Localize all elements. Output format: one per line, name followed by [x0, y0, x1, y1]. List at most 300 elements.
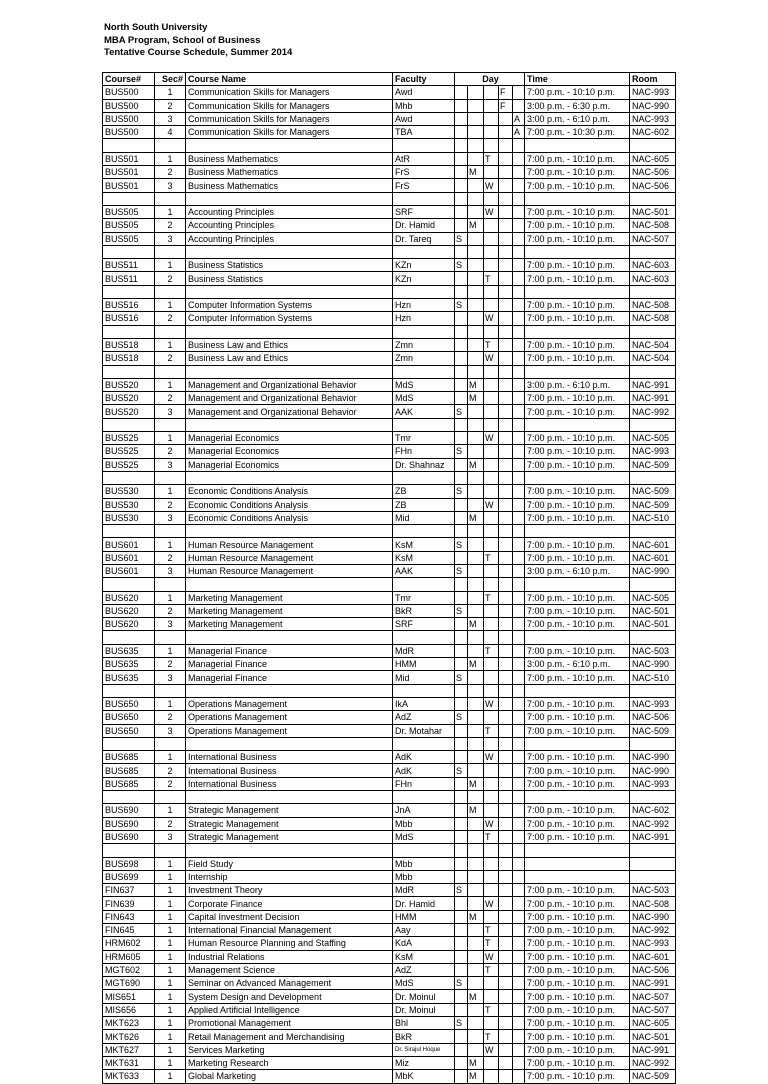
course-name-cell: Global Marketing [186, 1070, 393, 1083]
day-m-cell [468, 604, 484, 617]
course-name-cell: Internship [186, 870, 393, 883]
section-cell: 1 [155, 644, 186, 657]
table-row [103, 445, 676, 458]
faculty-cell: Mid [393, 511, 455, 524]
day-f-cell [499, 963, 513, 976]
spacer-row [103, 631, 676, 644]
faculty-cell: Dr. Hamid [393, 897, 455, 910]
day-m-cell [468, 977, 484, 990]
day-a-cell [513, 166, 525, 179]
course-number-cell: FIN637 [103, 884, 155, 897]
day-tw-cell [484, 658, 499, 671]
day-tw-cell [484, 764, 499, 777]
day-m-cell [468, 724, 484, 737]
faculty-cell: Mbb [393, 857, 455, 870]
section-cell: 1 [155, 884, 186, 897]
empty-cell [103, 365, 155, 378]
day-f-cell [499, 166, 513, 179]
room-cell: NAC-991 [630, 1043, 676, 1056]
room-cell [630, 857, 676, 870]
day-tw-cell: T [484, 1003, 499, 1016]
empty-cell [525, 684, 630, 697]
time-cell: 7:00 p.m. - 10:30 p.m. [525, 126, 630, 139]
course-name-cell: Economic Conditions Analysis [186, 485, 393, 498]
day-f-cell [499, 804, 513, 817]
spacer-row [103, 192, 676, 205]
empty-cell [103, 325, 155, 338]
empty-cell [455, 325, 468, 338]
day-tw-cell: W [484, 312, 499, 325]
faculty-cell: AAK [393, 405, 455, 418]
empty-cell [630, 325, 676, 338]
day-tw-cell [484, 458, 499, 471]
time-cell: 7:00 p.m. - 10:10 p.m. [525, 1030, 630, 1043]
empty-cell [499, 418, 513, 431]
time-cell: 7:00 p.m. - 10:10 p.m. [525, 671, 630, 684]
room-cell: NAC-605 [630, 1017, 676, 1030]
day-m-cell [468, 112, 484, 125]
empty-cell [155, 471, 186, 484]
time-cell: 3:00 p.m. - 6:10 p.m. [525, 564, 630, 577]
spacer-row [103, 418, 676, 431]
day-a-cell [513, 445, 525, 458]
spacer-row [103, 471, 676, 484]
day-m-cell: M [468, 219, 484, 232]
room-cell: NAC-501 [630, 1030, 676, 1043]
course-number-cell: BUS516 [103, 299, 155, 312]
course-number-cell: BUS620 [103, 618, 155, 631]
time-cell: 7:00 p.m. - 10:10 p.m. [525, 1070, 630, 1083]
day-tw-cell [484, 485, 499, 498]
day-f-cell [499, 1030, 513, 1043]
spacer-row [103, 525, 676, 538]
section-cell: 1 [155, 870, 186, 883]
day-tw-cell [484, 1070, 499, 1083]
empty-cell [393, 245, 455, 258]
day-m-cell: M [468, 511, 484, 524]
day-tw-cell: T [484, 272, 499, 285]
faculty-cell: KsM [393, 538, 455, 551]
empty-cell [393, 844, 455, 857]
empty-cell [393, 139, 455, 152]
section-cell: 2 [155, 166, 186, 179]
day-f-cell [499, 538, 513, 551]
faculty-cell: Bhl [393, 1017, 455, 1030]
table-row [103, 963, 676, 976]
table-row [103, 378, 676, 391]
section-cell: 1 [155, 432, 186, 445]
section-cell: 1 [155, 1043, 186, 1056]
table-row [103, 152, 676, 165]
day-f-cell [499, 299, 513, 312]
day-f-cell [499, 671, 513, 684]
day-tw-cell [484, 378, 499, 391]
faculty-cell: KsM [393, 551, 455, 564]
day-s-cell: S [455, 405, 468, 418]
day-tw-cell [484, 857, 499, 870]
time-cell: 7:00 p.m. - 10:10 p.m. [525, 591, 630, 604]
day-s-cell: S [455, 445, 468, 458]
faculty-cell: Mbb [393, 870, 455, 883]
day-s-cell: S [455, 977, 468, 990]
section-cell: 1 [155, 1003, 186, 1016]
time-cell: 7:00 p.m. - 10:10 p.m. [525, 551, 630, 564]
day-tw-cell: W [484, 179, 499, 192]
section-cell: 2 [155, 604, 186, 617]
empty-cell [186, 245, 393, 258]
day-f-cell [499, 830, 513, 843]
course-number-cell: FIN645 [103, 924, 155, 937]
day-f-cell [499, 564, 513, 577]
day-f-cell [499, 179, 513, 192]
empty-cell [499, 139, 513, 152]
faculty-cell: ZB [393, 485, 455, 498]
empty-cell [513, 471, 525, 484]
faculty-cell: MdS [393, 392, 455, 405]
day-f-cell [499, 950, 513, 963]
course-number-cell: BUS511 [103, 259, 155, 272]
empty-cell [468, 631, 484, 644]
day-a-cell [513, 405, 525, 418]
table-row [103, 604, 676, 617]
empty-cell [484, 139, 499, 152]
course-name-cell: Field Study [186, 857, 393, 870]
time-cell: 7:00 p.m. - 10:10 p.m. [525, 1003, 630, 1016]
table-row [103, 99, 676, 112]
day-tw-cell [484, 259, 499, 272]
empty-cell [468, 139, 484, 152]
empty-cell [525, 737, 630, 750]
day-m-cell [468, 564, 484, 577]
day-s-cell [455, 99, 468, 112]
empty-cell [393, 631, 455, 644]
day-a-cell: A [513, 112, 525, 125]
day-a-cell [513, 777, 525, 790]
empty-cell [455, 192, 468, 205]
empty-cell [186, 139, 393, 152]
room-cell: NAC-990 [630, 764, 676, 777]
empty-cell [484, 418, 499, 431]
room-cell: NAC-602 [630, 804, 676, 817]
course-number-cell: BUS516 [103, 312, 155, 325]
day-m-cell [468, 897, 484, 910]
day-s-cell: S [455, 711, 468, 724]
course-number-cell: BUS501 [103, 179, 155, 192]
section-cell: 2 [155, 219, 186, 232]
day-m-cell [468, 99, 484, 112]
room-cell: NAC-506 [630, 179, 676, 192]
day-a-cell [513, 338, 525, 351]
day-m-cell [468, 86, 484, 99]
day-m-cell [468, 591, 484, 604]
faculty-cell: MdR [393, 644, 455, 657]
empty-cell [630, 737, 676, 750]
day-tw-cell [484, 564, 499, 577]
day-a-cell [513, 857, 525, 870]
day-a-cell [513, 564, 525, 577]
empty-cell [630, 471, 676, 484]
course-name-cell: Human Resource Management [186, 538, 393, 551]
room-cell: NAC-990 [630, 751, 676, 764]
room-cell: NAC-993 [630, 112, 676, 125]
day-tw-cell: T [484, 830, 499, 843]
empty-cell [630, 245, 676, 258]
university-name: North South University [104, 22, 208, 33]
day-tw-cell [484, 910, 499, 923]
faculty-cell: Mbb [393, 817, 455, 830]
room-cell: NAC-506 [630, 711, 676, 724]
day-tw-cell: T [484, 551, 499, 564]
course-name-cell: Management Science [186, 963, 393, 976]
section-cell: 1 [155, 338, 186, 351]
time-cell: 7:00 p.m. - 10:10 p.m. [525, 86, 630, 99]
day-tw-cell [484, 1017, 499, 1030]
time-cell: 7:00 p.m. - 10:10 p.m. [525, 259, 630, 272]
day-tw-cell: T [484, 963, 499, 976]
empty-cell [155, 192, 186, 205]
day-tw-cell: T [484, 152, 499, 165]
faculty-cell: Dr. Hamid [393, 219, 455, 232]
col-section: Sec# [155, 73, 186, 86]
faculty-cell: JnA [393, 804, 455, 817]
room-cell: NAC-507 [630, 232, 676, 245]
course-number-cell: BUS500 [103, 112, 155, 125]
day-m-cell [468, 179, 484, 192]
course-number-cell: BUS635 [103, 671, 155, 684]
room-cell: NAC-991 [630, 378, 676, 391]
section-cell: 3 [155, 564, 186, 577]
empty-cell [630, 192, 676, 205]
empty-cell [468, 285, 484, 298]
empty-cell [484, 578, 499, 591]
day-s-cell [455, 870, 468, 883]
empty-cell [103, 737, 155, 750]
table-row [103, 884, 676, 897]
table-row [103, 112, 676, 125]
spacer-row [103, 737, 676, 750]
day-s-cell [455, 152, 468, 165]
room-cell: NAC-508 [630, 312, 676, 325]
table-row [103, 764, 676, 777]
empty-cell [155, 844, 186, 857]
empty-cell [484, 325, 499, 338]
time-cell: 3:00 p.m. - 6:10 p.m. [525, 112, 630, 125]
empty-cell [484, 684, 499, 697]
table-row [103, 910, 676, 923]
day-m-cell [468, 644, 484, 657]
day-tw-cell [484, 884, 499, 897]
section-cell: 1 [155, 485, 186, 498]
day-tw-cell: T [484, 338, 499, 351]
faculty-cell: BkR [393, 604, 455, 617]
empty-cell [525, 139, 630, 152]
spacer-row [103, 365, 676, 378]
day-a-cell [513, 1070, 525, 1083]
room-cell: NAC-509 [630, 724, 676, 737]
time-cell: 7:00 p.m. - 10:10 p.m. [525, 312, 630, 325]
day-m-cell [468, 671, 484, 684]
room-cell: NAC-602 [630, 126, 676, 139]
room-cell: NAC-993 [630, 445, 676, 458]
empty-cell [513, 139, 525, 152]
time-cell: 7:00 p.m. - 10:10 p.m. [525, 618, 630, 631]
section-cell: 1 [155, 538, 186, 551]
col-time: Time [525, 73, 630, 86]
section-cell: 3 [155, 671, 186, 684]
course-name-cell: Management and Organizational Behavior [186, 392, 393, 405]
room-cell: NAC-993 [630, 697, 676, 710]
day-m-cell [468, 205, 484, 218]
day-f-cell [499, 112, 513, 125]
day-m-cell [468, 817, 484, 830]
day-a-cell [513, 232, 525, 245]
time-cell: 7:00 p.m. - 10:10 p.m. [525, 152, 630, 165]
empty-cell [513, 245, 525, 258]
course-name-cell: Operations Management [186, 697, 393, 710]
faculty-cell: Dr. Motahar [393, 724, 455, 737]
section-cell: 3 [155, 405, 186, 418]
day-tw-cell [484, 870, 499, 883]
day-a-cell [513, 99, 525, 112]
day-a-cell [513, 432, 525, 445]
course-name-cell: Communication Skills for Managers [186, 86, 393, 99]
col-day: Day [455, 73, 525, 86]
course-name-cell: Human Resource Management [186, 564, 393, 577]
empty-cell [513, 737, 525, 750]
empty-cell [499, 525, 513, 538]
section-cell: 3 [155, 830, 186, 843]
empty-cell [155, 737, 186, 750]
day-tw-cell [484, 604, 499, 617]
day-m-cell [468, 232, 484, 245]
day-m-cell [468, 445, 484, 458]
day-s-cell [455, 751, 468, 764]
course-name-cell: Accounting Principles [186, 219, 393, 232]
empty-cell [499, 578, 513, 591]
day-f-cell [499, 219, 513, 232]
day-m-cell [468, 1043, 484, 1056]
course-number-cell: BUS505 [103, 219, 155, 232]
room-cell: NAC-504 [630, 352, 676, 365]
empty-cell [525, 471, 630, 484]
empty-cell [630, 418, 676, 431]
day-a-cell [513, 644, 525, 657]
faculty-cell: Zmn [393, 352, 455, 365]
empty-cell [455, 525, 468, 538]
room-cell: NAC-505 [630, 591, 676, 604]
day-tw-cell [484, 777, 499, 790]
course-number-cell: BUS501 [103, 166, 155, 179]
time-cell: 7:00 p.m. - 10:10 p.m. [525, 432, 630, 445]
empty-cell [393, 737, 455, 750]
table-row [103, 272, 676, 285]
day-m-cell [468, 751, 484, 764]
course-number-cell: BUS635 [103, 644, 155, 657]
day-m-cell [468, 830, 484, 843]
day-tw-cell: W [484, 432, 499, 445]
day-a-cell [513, 272, 525, 285]
course-name-cell: Accounting Principles [186, 205, 393, 218]
course-name-cell: Seminar on Advanced Management [186, 977, 393, 990]
empty-cell [484, 791, 499, 804]
room-cell: NAC-601 [630, 950, 676, 963]
spacer-row [103, 139, 676, 152]
day-s-cell [455, 219, 468, 232]
course-number-cell: BUS525 [103, 432, 155, 445]
faculty-cell: KZn [393, 272, 455, 285]
day-tw-cell [484, 392, 499, 405]
course-number-cell: BUS690 [103, 830, 155, 843]
course-number-cell: BUS650 [103, 724, 155, 737]
table-row [103, 937, 676, 950]
day-m-cell: M [468, 777, 484, 790]
table-row [103, 1003, 676, 1016]
day-f-cell [499, 924, 513, 937]
empty-cell [525, 325, 630, 338]
day-tw-cell: W [484, 352, 499, 365]
day-a-cell [513, 604, 525, 617]
faculty-cell: MdS [393, 977, 455, 990]
day-tw-cell [484, 112, 499, 125]
empty-cell [484, 365, 499, 378]
spacer-row [103, 325, 676, 338]
day-a-cell [513, 259, 525, 272]
day-s-cell [455, 511, 468, 524]
day-a-cell [513, 152, 525, 165]
section-cell: 2 [155, 711, 186, 724]
day-tw-cell: W [484, 950, 499, 963]
col-course-name: Course Name [186, 73, 393, 86]
day-a-cell [513, 711, 525, 724]
empty-cell [525, 418, 630, 431]
day-a-cell [513, 179, 525, 192]
day-s-cell [455, 1070, 468, 1083]
day-m-cell: M [468, 1056, 484, 1069]
course-number-cell: BUS698 [103, 857, 155, 870]
day-a-cell [513, 458, 525, 471]
day-s-cell: S [455, 1017, 468, 1030]
empty-cell [455, 285, 468, 298]
empty-cell [393, 192, 455, 205]
course-number-cell: BUS530 [103, 498, 155, 511]
room-cell: NAC-992 [630, 1056, 676, 1069]
day-m-cell [468, 950, 484, 963]
day-f-cell [499, 312, 513, 325]
empty-cell [468, 737, 484, 750]
empty-cell [484, 844, 499, 857]
day-m-cell: M [468, 1070, 484, 1083]
table-row [103, 485, 676, 498]
day-tw-cell: W [484, 697, 499, 710]
time-cell: 7:00 p.m. - 10:10 p.m. [525, 977, 630, 990]
time-cell: 3:00 p.m. - 6:30 p.m. [525, 99, 630, 112]
spacer-row [103, 844, 676, 857]
day-s-cell [455, 697, 468, 710]
course-name-cell: Accounting Principles [186, 232, 393, 245]
empty-cell [630, 791, 676, 804]
room-cell: NAC-993 [630, 86, 676, 99]
table-row [103, 205, 676, 218]
day-f-cell [499, 498, 513, 511]
course-number-cell: BUS685 [103, 777, 155, 790]
empty-cell [186, 737, 393, 750]
course-number-cell: BUS500 [103, 86, 155, 99]
day-f-cell [499, 618, 513, 631]
course-number-cell: MKT623 [103, 1017, 155, 1030]
empty-cell [513, 631, 525, 644]
day-f-cell: F [499, 86, 513, 99]
faculty-cell: KsM [393, 950, 455, 963]
